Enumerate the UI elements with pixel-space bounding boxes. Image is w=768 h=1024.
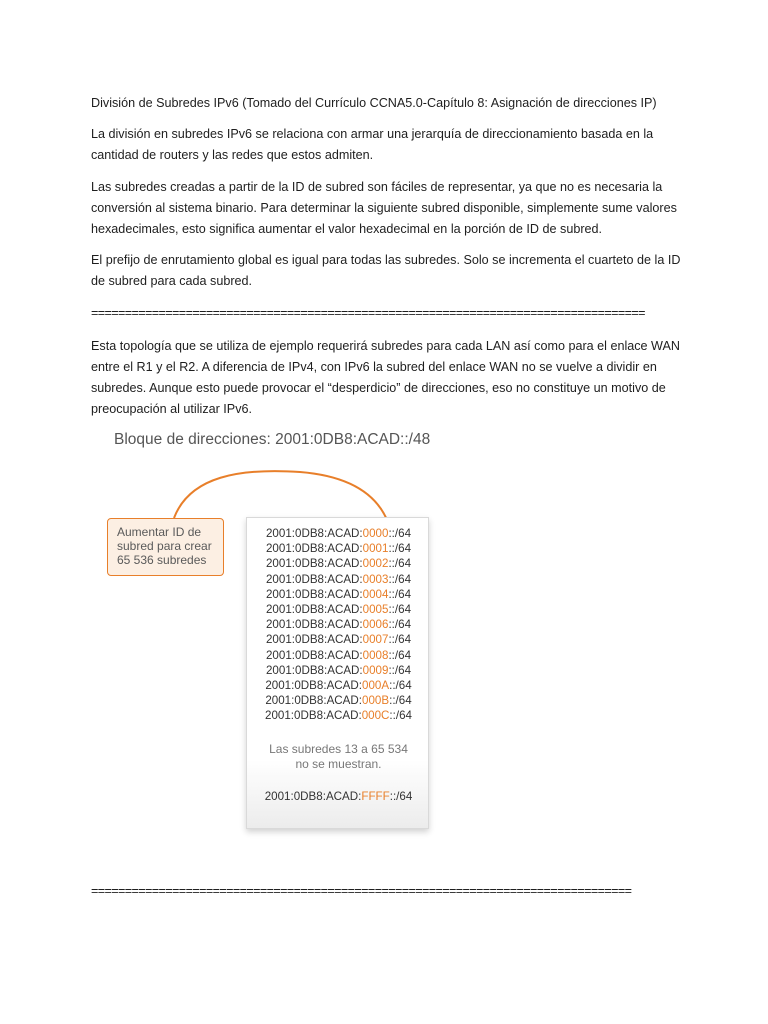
increment-subnet-callout [107,518,224,576]
separator-line: ================================================================================== [91,306,645,320]
subnet-id: 000C [361,709,390,723]
subnet-id: FFFF [361,790,390,803]
subnet-id: 0008 [362,648,389,662]
subnet-row: 2001:0DB8:ACAD:000A::/64 [265,679,412,693]
figure-title: Bloque de direcciones: 2001:0DB8:ACAD::/48 [114,431,431,448]
subnet-id: 0006 [362,618,389,632]
subnet-id: 0003 [362,572,389,586]
subnet-row: 2001:0DB8:ACAD:0000::/64 [265,527,412,540]
subnet-id: 0000 [362,527,389,540]
subnet-row: 2001:0DB8:ACAD:0006::/64 [265,618,412,632]
callout-line: subred para crear [117,539,212,553]
subnet-id: 0009 [362,663,389,677]
subnet-row: 2001:0DB8:ACAD:000B::/64 [265,694,412,708]
last-subnet-row: 2001:0DB8:ACAD:FFFF::/64 [264,790,413,803]
subnet-row: 2001:0DB8:ACAD:0001::/64 [265,542,412,556]
subnet-id: 000A [362,679,390,693]
paragraph-intro: La división en subredes IPv6 se relaciona con armar una jerarquía de direccionamiento basada en la cantidad de routers y las redes que estos admiten. [91,127,654,162]
subnet-row: 2001:0DB8:ACAD:000C::/64 [265,709,412,723]
subnet-id: 000B [362,694,390,708]
subnet-list-panel [246,517,429,829]
subnet-id: 0004 [362,587,389,601]
callout-line: 65 536 subredes [117,553,207,567]
subnet-row: 2001:0DB8:ACAD:0002::/64 [265,557,412,571]
subnet-list [247,526,430,724]
paragraph-subnet-representation: Las subredes creadas a partir de la ID de subred son fáciles de representar, ya que no es necesaria la conversión al sistema binario. Para determinar la siguiente subred disponible, simplemente sume valores hexadecimales, esto significa aumentar el valor hexadecimal en la porción de ID de subred. [91,180,677,236]
subnet-id: 0001 [362,542,389,556]
note-line: Las subredes 13 a 65 534 [269,742,408,756]
subnet-row: 2001:0DB8:ACAD:0009::/64 [265,663,412,677]
subnet-row: 2001:0DB8:ACAD:0005::/64 [265,603,412,617]
document-heading: División de Subredes IPv6 (Tomado del Currículo CCNA5.0-Capítulo 8: Asignación de direcciones IP) [91,96,657,110]
subnet-id: 0007 [362,633,389,647]
paragraph-global-prefix: El prefijo de enrutamiento global es igual para todas las subredes. Solo se incrementa el cuarteto de la ID de subred para cada subred. [91,253,681,288]
subnet-id: 0005 [362,603,389,617]
callout-line: Aumentar ID de [117,525,202,539]
note-line: no se muestran. [295,757,382,771]
paragraph-topology: Esta topología que se utiliza de ejemplo requerirá subredes para cada LAN así como para el enlace WAN entre el R1 y el R2. A diferencia de IPv4, con IPv6 la subred del enlace WAN no se vuelve a dividir en subredes. Aunque esto puede provocar el “desperdicio” de direcciones, eso no constituye un motivo de preocupación al utilizar IPv6. [91,339,680,416]
subnet-row: 2001:0DB8:ACAD:0007::/64 [265,633,412,647]
subnet-row: 2001:0DB8:ACAD:0004::/64 [265,587,412,601]
subnet-id: 0002 [362,557,389,571]
subnet-row: 2001:0DB8:ACAD:0003::/64 [265,572,412,586]
hidden-subnets-note [247,742,430,772]
separator-line: ================================================================================ [91,884,632,898]
subnet-row: 2001:0DB8:ACAD:0008::/64 [265,648,412,662]
